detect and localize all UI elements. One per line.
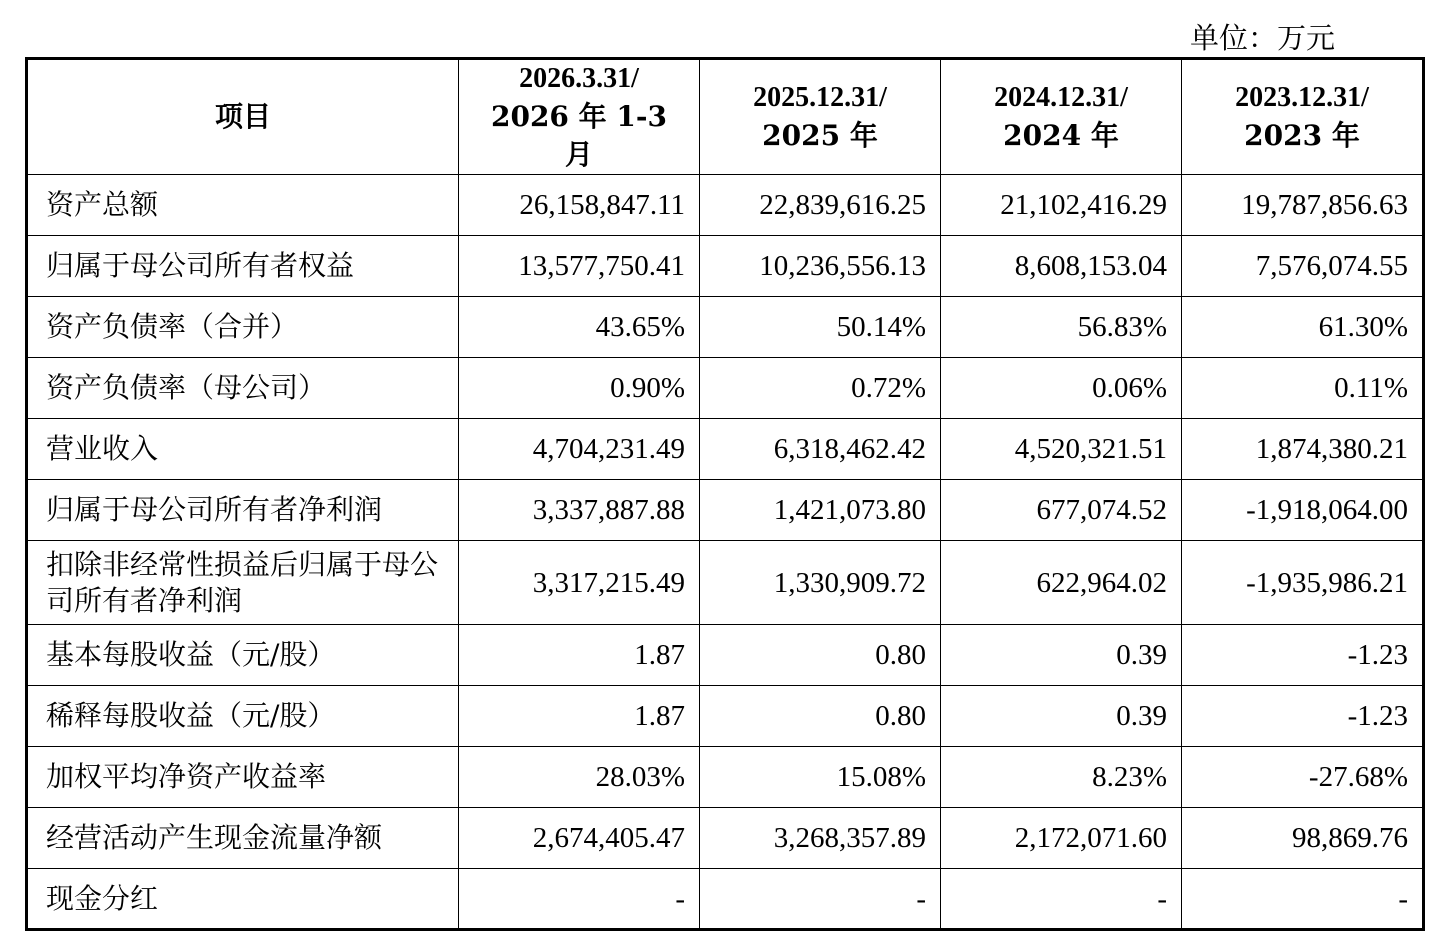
cell-value: 26,158,847.11 <box>459 175 700 236</box>
cell-value: 61.30% <box>1182 297 1424 358</box>
cell-value: 98,869.76 <box>1182 808 1424 869</box>
table-row <box>27 625 1424 686</box>
table-row <box>27 808 1424 869</box>
cell-value: 10,236,556.13 <box>700 236 941 297</box>
row-label: 稀释每股收益（元/股） <box>27 686 459 747</box>
cell-value: 0.80 <box>700 625 941 686</box>
cell-value: 3,317,215.49 <box>459 541 700 625</box>
cell-value: 3,337,887.88 <box>459 480 700 541</box>
cell-value: 0.11% <box>1182 358 1424 419</box>
row-label: 扣除非经常性损益后归属于母公司所有者净利润 <box>27 541 459 625</box>
cell-value: 21,102,416.29 <box>941 175 1182 236</box>
table-row <box>27 236 1424 297</box>
cell-value: 4,704,231.49 <box>459 419 700 480</box>
row-label: 加权平均净资产收益率 <box>27 747 459 808</box>
row-label: 资产负债率（母公司） <box>27 358 459 419</box>
cell-value: -1,918,064.00 <box>1182 480 1424 541</box>
cell-value: - <box>941 869 1182 930</box>
cell-value: 0.80 <box>700 686 941 747</box>
cell-value: - <box>459 869 700 930</box>
header-period-2026q1: 2026.3.31/ 2026 年 1-3 月 <box>459 59 700 175</box>
table-row <box>27 358 1424 419</box>
cell-value: 7,576,074.55 <box>1182 236 1424 297</box>
cell-value: 0.72% <box>700 358 941 419</box>
cell-value: -1,935,986.21 <box>1182 541 1424 625</box>
row-label: 经营活动产生现金流量净额 <box>27 808 459 869</box>
row-label: 营业收入 <box>27 419 459 480</box>
cell-value: 1,421,073.80 <box>700 480 941 541</box>
row-label: 归属于母公司所有者权益 <box>27 236 459 297</box>
row-label: 基本每股收益（元/股） <box>27 625 459 686</box>
cell-value: 677,074.52 <box>941 480 1182 541</box>
row-label: 资产负债率（合并） <box>27 297 459 358</box>
cell-value: -1.23 <box>1182 625 1424 686</box>
cell-value: -1.23 <box>1182 686 1424 747</box>
cell-value: 2,674,405.47 <box>459 808 700 869</box>
header-period-2023: 2023.12.31/ 2023 年 <box>1182 59 1424 175</box>
cell-value: 1.87 <box>459 686 700 747</box>
header-period-2025: 2025.12.31/ 2025 年 <box>700 59 941 175</box>
cell-value: 0.39 <box>941 686 1182 747</box>
table-row <box>27 747 1424 808</box>
table-row <box>27 419 1424 480</box>
cell-value: 56.83% <box>941 297 1182 358</box>
header-item: 项目 <box>27 59 459 175</box>
cell-value: -27.68% <box>1182 747 1424 808</box>
cell-value: 8,608,153.04 <box>941 236 1182 297</box>
cell-value: 622,964.02 <box>941 541 1182 625</box>
cell-value: - <box>1182 869 1424 930</box>
cell-value: 0.06% <box>941 358 1182 419</box>
header-period-2024: 2024.12.31/ 2024 年 <box>941 59 1182 175</box>
row-label: 资产总额 <box>27 175 459 236</box>
cell-value: - <box>700 869 941 930</box>
table-row <box>27 869 1424 930</box>
table-row <box>27 541 1424 625</box>
cell-value: 22,839,616.25 <box>700 175 941 236</box>
cell-value: 0.90% <box>459 358 700 419</box>
cell-value: 8.23% <box>941 747 1182 808</box>
unit-label: 单位：万元 <box>1190 21 1336 55</box>
cell-value: 4,520,321.51 <box>941 419 1182 480</box>
table-row <box>27 297 1424 358</box>
financial-summary-table <box>25 57 1425 931</box>
cell-value: 43.65% <box>459 297 700 358</box>
row-label: 归属于母公司所有者净利润 <box>27 480 459 541</box>
table-header-row <box>27 59 1424 175</box>
cell-value: 6,318,462.42 <box>700 419 941 480</box>
cell-value: 3,268,357.89 <box>700 808 941 869</box>
cell-value: 0.39 <box>941 625 1182 686</box>
table-row <box>27 175 1424 236</box>
cell-value: 2,172,071.60 <box>941 808 1182 869</box>
table-row <box>27 480 1424 541</box>
cell-value: 1.87 <box>459 625 700 686</box>
cell-value: 28.03% <box>459 747 700 808</box>
cell-value: 19,787,856.63 <box>1182 175 1424 236</box>
cell-value: 15.08% <box>700 747 941 808</box>
cell-value: 13,577,750.41 <box>459 236 700 297</box>
row-label: 现金分红 <box>27 869 459 930</box>
cell-value: 1,874,380.21 <box>1182 419 1424 480</box>
table-row <box>27 686 1424 747</box>
cell-value: 50.14% <box>700 297 941 358</box>
cell-value: 1,330,909.72 <box>700 541 941 625</box>
